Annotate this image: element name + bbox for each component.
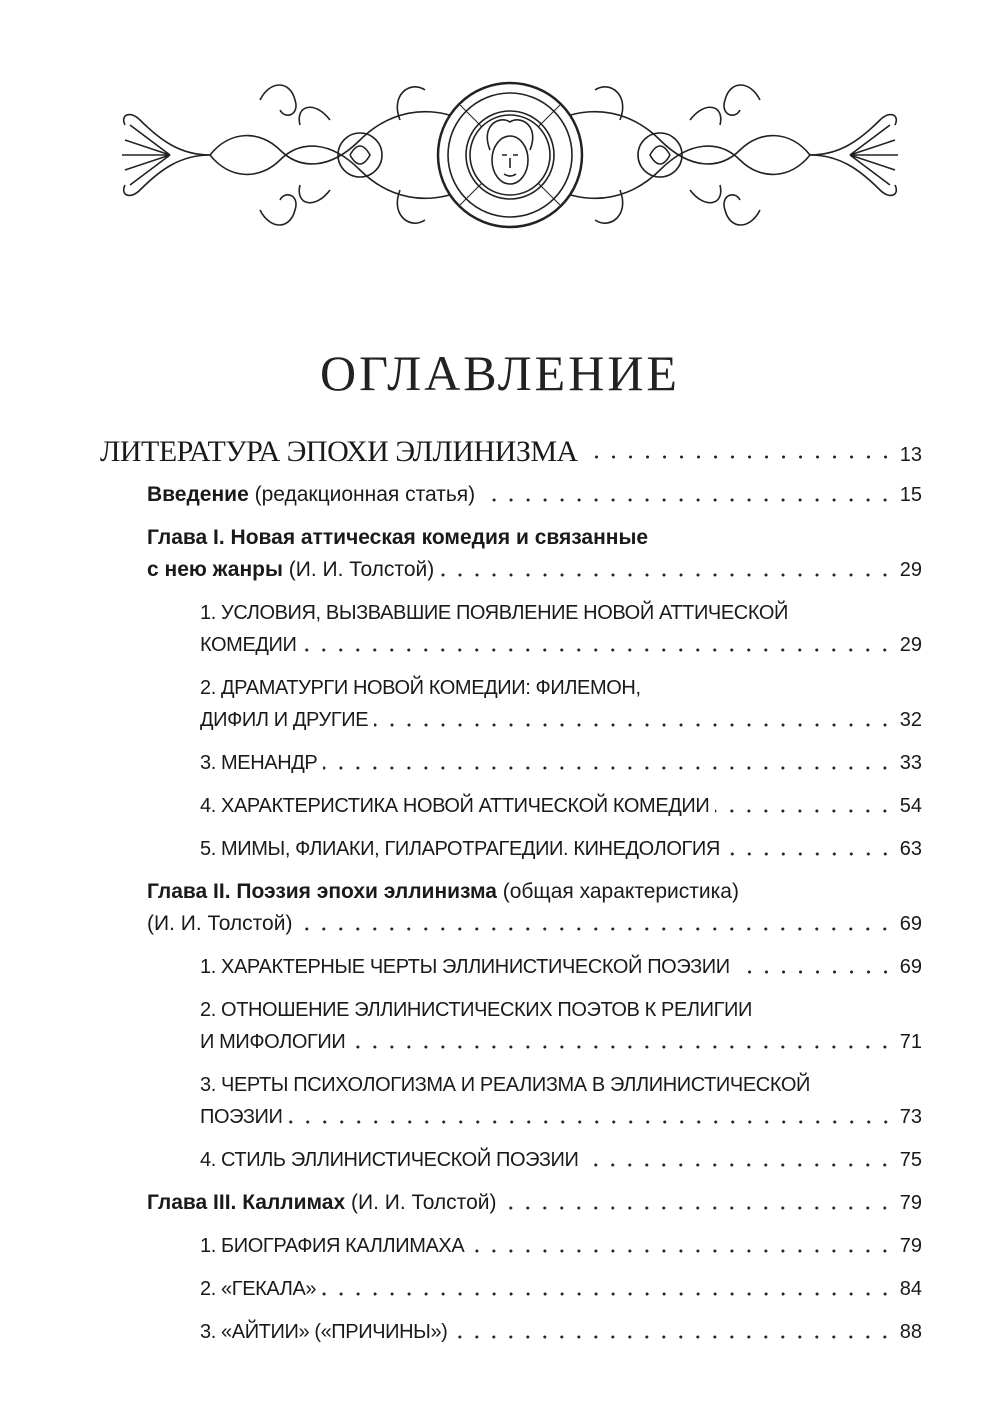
toc-section[interactable] <box>100 1069 922 1133</box>
toc-section[interactable] <box>100 1273 922 1305</box>
toc-entry-title: 4. СТИЛЬ ЭЛЛИНИСТИЧЕСКОЙ ПОЭЗИИ <box>200 1149 579 1171</box>
table-of-contents <box>100 436 922 1359</box>
toc-section[interactable] <box>100 790 922 822</box>
dot-leader <box>351 1044 893 1050</box>
page-number: 15 <box>899 484 922 506</box>
toc-chapter[interactable] <box>100 522 922 586</box>
page-number: 71 <box>899 1031 922 1053</box>
toc-entry-title: И МИФОЛОГИИ <box>200 1031 346 1053</box>
toc-entry-title: 1. БИОГРАФИЯ КАЛЛИМАХА <box>200 1235 465 1257</box>
toc-section[interactable] <box>100 1230 922 1262</box>
toc-line <box>200 1316 922 1348</box>
dot-leader <box>470 1248 893 1254</box>
toc-line <box>200 704 922 736</box>
toc-line <box>200 629 922 661</box>
toc-line <box>200 597 922 629</box>
toc-section[interactable] <box>100 672 922 736</box>
toc-entry-bold-title: Глава III. Каллимах <box>147 1191 346 1214</box>
page-number: 84 <box>899 1278 922 1300</box>
dot-leader <box>481 497 894 503</box>
page-number: 88 <box>899 1321 922 1343</box>
toc-section[interactable] <box>100 1316 922 1348</box>
toc-line <box>200 1069 922 1101</box>
page-number: 75 <box>899 1149 922 1171</box>
dot-leader <box>322 1291 894 1297</box>
toc-line <box>147 876 922 908</box>
toc-entry-title: 1. УСЛОВИЯ, ВЫЗВАВШИЕ ПОЯВЛЕНИЕ НОВОЙ АТТИЧЕСКОЙ <box>200 602 789 624</box>
toc-section[interactable] <box>100 597 922 661</box>
page-number: 29 <box>899 634 922 656</box>
toc-line <box>200 833 922 865</box>
dot-leader <box>736 969 894 975</box>
dot-leader <box>502 1205 893 1211</box>
dot-leader <box>584 454 894 460</box>
toc-line <box>147 479 922 511</box>
toc-section[interactable] <box>100 951 922 983</box>
toc-chapter[interactable] <box>100 876 922 940</box>
toc-entry-title: 2. «ГЕКАЛА» <box>200 1278 317 1300</box>
dot-leader <box>298 926 893 932</box>
dot-leader <box>374 722 894 728</box>
page-number: 54 <box>899 795 922 817</box>
toc-entry-bold-title: Введение <box>147 483 249 506</box>
toc-line <box>200 1273 922 1305</box>
dot-leader <box>289 1119 894 1125</box>
toc-line <box>200 1230 922 1262</box>
page-number: 69 <box>899 956 922 978</box>
page-title: ОГЛАВЛЕНИЕ <box>320 344 680 401</box>
toc-entry-title: (И. И. Толстой) <box>345 1191 497 1214</box>
toc-entry-title: 5. МИМЫ, ФЛИАКИ, ГИЛАРОТРАГЕДИИ. КИНЕДОЛОГИЯ <box>200 838 720 860</box>
toc-line <box>147 522 922 554</box>
toc-chapter[interactable] <box>100 1187 922 1219</box>
page-number: 13 <box>899 444 922 466</box>
dot-leader <box>323 765 893 771</box>
page-number: 79 <box>899 1235 922 1257</box>
toc-part[interactable] <box>100 436 922 468</box>
toc-line <box>200 951 922 983</box>
toc-chapter[interactable] <box>100 479 922 511</box>
page-number: 79 <box>899 1192 922 1214</box>
toc-section[interactable] <box>100 833 922 865</box>
dot-leader <box>715 808 893 814</box>
toc-entry-title: 1. ХАРАКТЕРНЫЕ ЧЕРТЫ ЭЛЛИНИСТИЧЕСКОЙ ПОЭЗИИ <box>200 956 730 978</box>
toc-entry-title: ПОЭЗИИ <box>200 1106 283 1128</box>
toc-entry-title: 3. «АЙТИИ» («ПРИЧИНЫ») <box>200 1321 448 1343</box>
toc-entry-title: 2. ОТНОШЕНИЕ ЭЛЛИНИСТИЧЕСКИХ ПОЭТОВ К РЕЛИГИИ <box>200 999 753 1021</box>
toc-entry-title: ДИФИЛ И ДРУГИЕ <box>200 709 369 731</box>
toc-entry-title: (редакционная статья) <box>248 483 476 506</box>
toc-line <box>200 747 922 779</box>
toc-line <box>200 1101 922 1133</box>
toc-entry-title: КОМЕДИИ <box>200 634 297 656</box>
toc-section[interactable] <box>100 1144 922 1176</box>
page-number: 32 <box>899 709 922 731</box>
toc-line <box>200 1026 922 1058</box>
toc-entry-title: 3. ЧЕРТЫ ПСИХОЛОГИЗМА И РЕАЛИЗМА В ЭЛЛИНИСТИЧЕСКОЙ <box>200 1074 810 1096</box>
dot-leader <box>440 572 894 578</box>
toc-line <box>147 908 922 940</box>
page-number: 33 <box>899 752 922 774</box>
toc-entry-title: 4. ХАРАКТЕРИСТИКА НОВОЙ АТТИЧЕСКОЙ КОМЕДИИ <box>200 795 710 817</box>
toc-entry-title: 2. ДРАМАТУРГИ НОВОЙ КОМЕДИИ: ФИЛЕМОН, <box>200 677 641 699</box>
toc-line <box>100 436 922 468</box>
toc-line <box>200 672 922 704</box>
decorative-ornament-icon <box>100 60 920 250</box>
toc-entry-bold-title: Глава I. Новая аттическая комедия и связанные <box>147 526 649 549</box>
page-number: 63 <box>899 838 922 860</box>
toc-entry-bold-title: Глава II. Поэзия эпохи эллинизма <box>147 880 497 903</box>
toc-entry-title: (И. И. Толстой) <box>147 912 293 935</box>
toc-entry-bold-title: с нею жанры <box>147 558 283 581</box>
toc-entry-title: (общая характеристика) <box>496 880 739 903</box>
dot-leader <box>584 1162 893 1168</box>
page-number: 29 <box>899 559 922 581</box>
toc-section[interactable] <box>100 994 922 1058</box>
toc-entry-title: (И. И. Толстой) <box>282 558 435 581</box>
page-number: 69 <box>899 913 922 935</box>
dot-leader <box>453 1334 893 1340</box>
toc-entry-title: ЛИТЕРАТУРА ЭПОХИ ЭЛЛИНИЗМА <box>100 435 578 468</box>
toc-section[interactable] <box>100 747 922 779</box>
toc-line <box>147 1187 922 1219</box>
toc-line <box>147 554 922 586</box>
dot-leader <box>726 851 894 857</box>
toc-line <box>200 994 922 1026</box>
toc-line <box>200 1144 922 1176</box>
toc-entry-title: 3. МЕНАНДР <box>200 752 318 774</box>
page-number: 73 <box>899 1106 922 1128</box>
toc-line <box>200 790 922 822</box>
dot-leader <box>302 647 893 653</box>
